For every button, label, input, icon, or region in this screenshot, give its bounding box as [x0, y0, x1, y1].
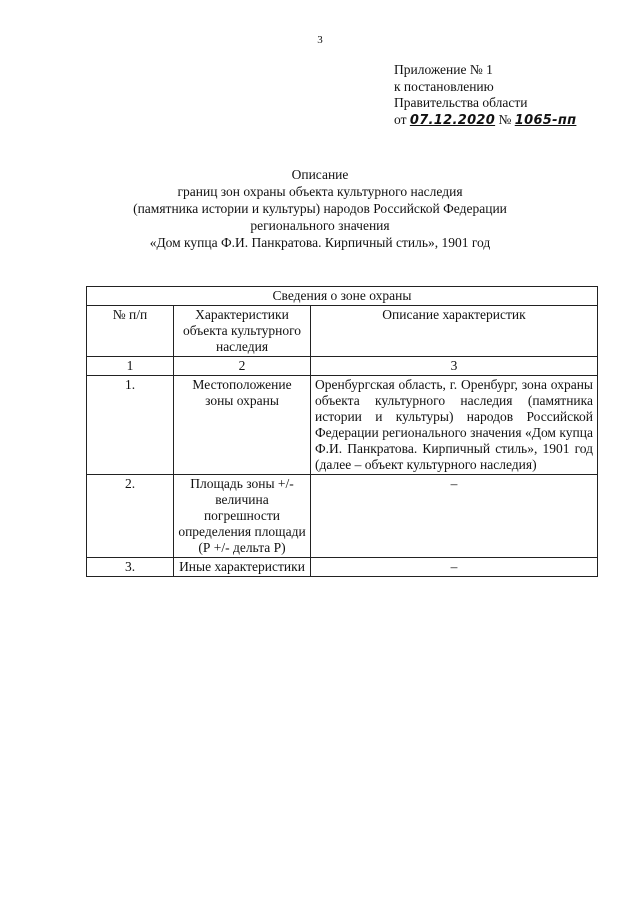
row-number: 2. [87, 475, 174, 558]
number-prefix: № [498, 111, 512, 127]
row-characteristic: Иные характеристики [174, 558, 311, 577]
appendix-block [394, 62, 576, 129]
header-number: № п/п [87, 306, 174, 357]
row-number: 3. [87, 558, 174, 577]
column-number-3: 3 [311, 357, 598, 376]
column-number-1: 1 [87, 357, 174, 376]
column-number-row [87, 357, 598, 376]
zone-info-table [86, 286, 598, 577]
table-title-row [87, 287, 598, 306]
document-heading [0, 166, 640, 251]
date-prefix: от [394, 111, 407, 127]
column-number-2: 2 [174, 357, 311, 376]
heading-line-2: границ зон охраны объекта культурного наследия [177, 184, 463, 199]
table-row [87, 558, 598, 577]
handwritten-number: 1065-пп [514, 112, 577, 128]
heading-line-4: регионального значения [250, 218, 390, 233]
heading-title: Описание [291, 167, 349, 182]
row-characteristic: Местоположение зоны охраны [174, 376, 311, 475]
appendix-line-3: Правительства области [394, 95, 528, 110]
heading-line-5: «Дом купца Ф.И. Панкратова. Кирпичный стиль», 1901 год [149, 235, 491, 250]
appendix-line-2: к постановлению [394, 78, 494, 94]
row-description: – [311, 558, 598, 577]
row-description: – [311, 475, 598, 558]
row-characteristic: Площадь зоны +/- величина погрешности определения площади (Р +/- дельта Р) [174, 475, 311, 558]
handwritten-date: 07.12.2020 [409, 112, 496, 128]
header-characteristic: Характеристики объекта культурного наследия [174, 306, 311, 357]
table-row [87, 475, 598, 558]
row-description: Оренбургская область, г. Оренбург, зона охраны объекта культурного наследия (памятника истории и культуры) народов Российской Федерации регионального значения «Дом купца Ф.И. Панкратова. Кирпичный стиль», 1901 год (далее – объект культурного наследия) [311, 376, 598, 475]
table-row [87, 376, 598, 475]
appendix-title: Приложение № 1 [394, 62, 493, 77]
header-description: Описание характеристик [311, 306, 598, 357]
appendix-date-line [394, 112, 576, 130]
row-number: 1. [87, 376, 174, 475]
table-title: Сведения о зоне охраны [87, 287, 598, 306]
table-header-row [87, 306, 598, 357]
page-number: 3 [317, 34, 323, 46]
heading-line-3: (памятника истории и культуры) народов Российской Федерации [133, 201, 507, 216]
